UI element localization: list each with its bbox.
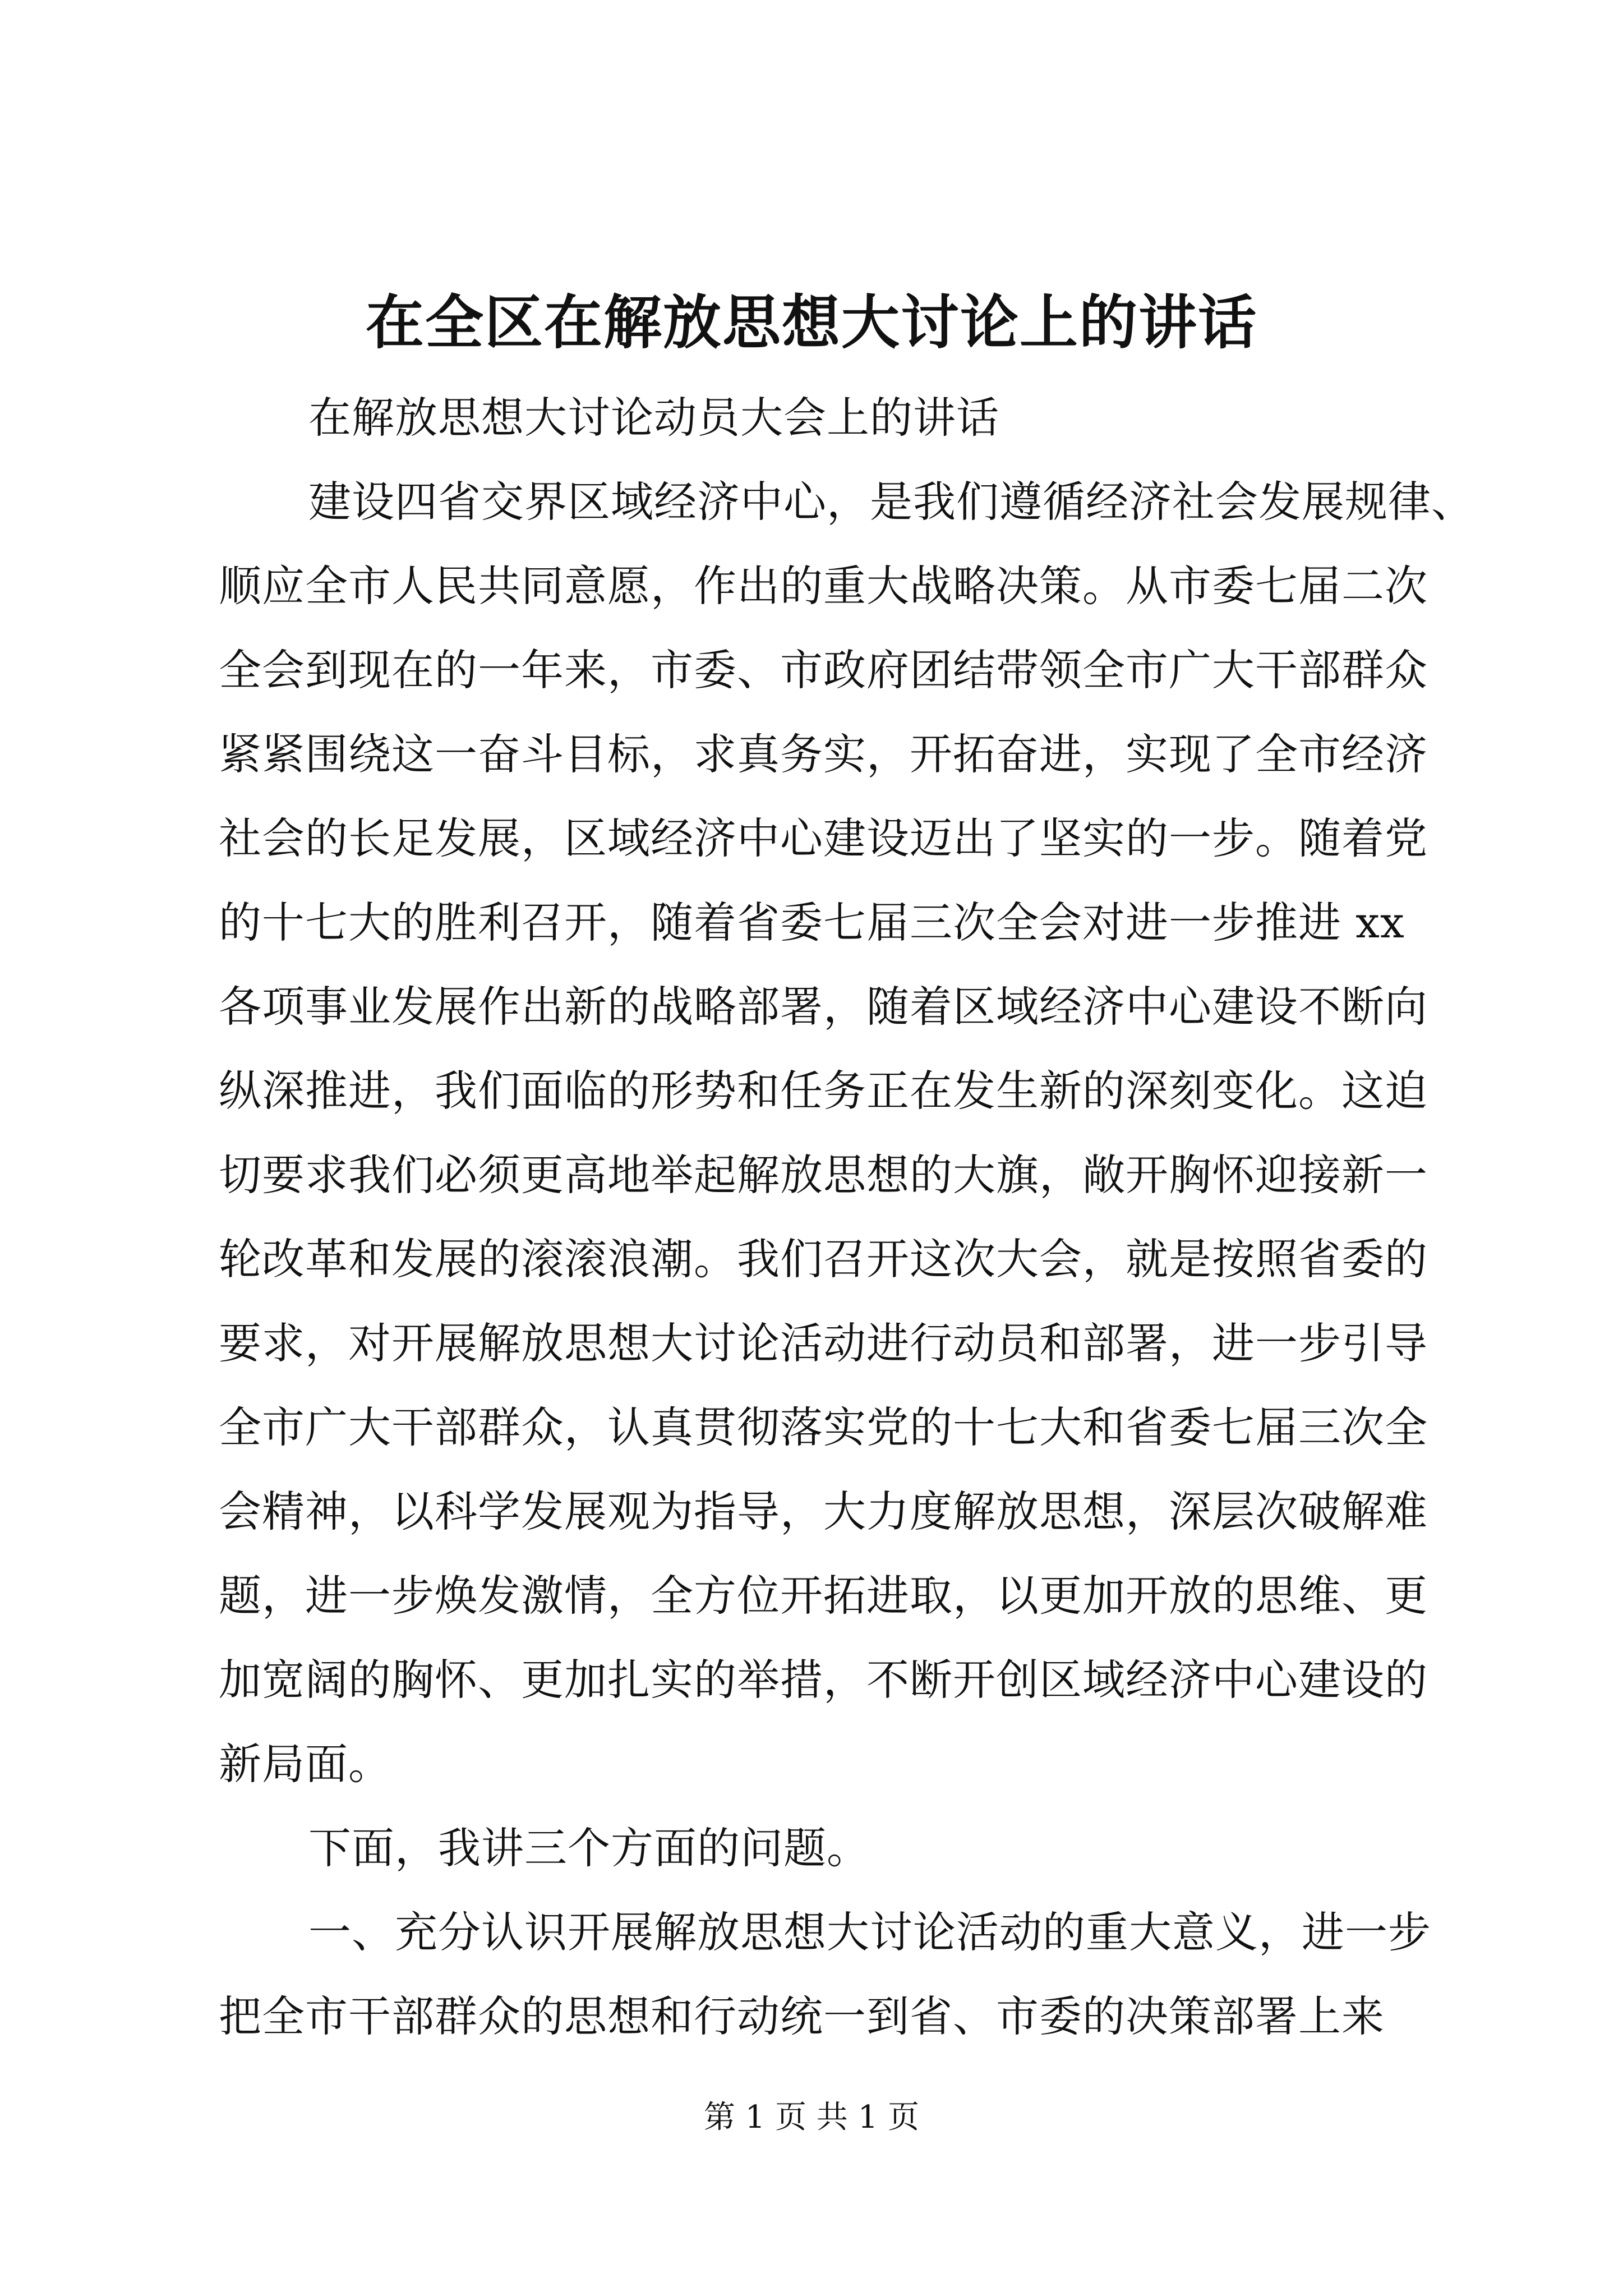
paragraph1-line-8: 纵深推进，我们面临的形势和任务正在发生新的深刻变化。这迫 <box>219 1066 1428 1116</box>
document-title: 在全区在解放思想大讨论上的讲话 <box>365 288 1257 357</box>
paragraph2: 下面，我讲三个方面的问题。 <box>308 1823 870 1873</box>
paragraph1-line-12: 全市广大干部群众，认真贯彻落实党的十七大和省委七届三次全 <box>219 1402 1428 1452</box>
paragraph1-line-1: 建设四省交界区域经济中心，是我们遵循经济社会发展规律、 <box>308 477 1474 527</box>
paragraph1-line-14: 题，进一步焕发激情，全方位开拓进取，以更加开放的思维、更 <box>219 1571 1428 1621</box>
paragraph1-line-16: 新局面。 <box>219 1739 391 1789</box>
paragraph1-line-15: 加宽阔的胸怀、更加扎实的举措，不断开创区域经济中心建设的 <box>219 1655 1428 1705</box>
document-subtitle: 在解放思想大讨论动员大会上的讲话 <box>308 393 999 443</box>
paragraph1-line-2: 顺应全市人民共同意愿，作出的重大战略决策。从市委七届二次 <box>219 561 1428 611</box>
paragraph1-line-13: 会精神，以科学发展观为指导，大力度解放思想，深层次破解难 <box>219 1487 1428 1536</box>
paragraph1-line-10: 轮改革和发展的滚滚浪潮。我们召开这次大会，就是按照省委的 <box>219 1234 1428 1284</box>
paragraph1-line-5: 社会的长足发展，区域经济中心建设迈出了坚实的一步。随着党 <box>219 813 1428 863</box>
paragraph1-line-6: 的十七大的胜利召开，随着省委七届三次全会对进一步推进 xx <box>219 898 1405 947</box>
paragraph1-line-4: 紧紧围绕这一奋斗目标，求真务实，开拓奋进，实现了全市经济 <box>219 729 1428 779</box>
page-footer: 第 1 页 共 1 页 <box>703 2099 920 2136</box>
paragraph3-line-1: 一、充分认识开展解放思想大讨论活动的重大意义，进一步 <box>308 1907 1431 1957</box>
paragraph1-line-3: 全会到现在的一年来，市委、市政府团结带领全市广大干部群众 <box>219 645 1428 695</box>
paragraph1-line-7: 各项事业发展作出新的战略部署，随着区域经济中心建设不断向 <box>219 982 1428 1032</box>
paragraph3-line-2: 把全市干部群众的思想和行动统一到省、市委的决策部署上来 <box>219 1991 1385 2041</box>
paragraph1-line-9: 切要求我们必须更高地举起解放思想的大旗，敞开胸怀迎接新一 <box>219 1150 1428 1200</box>
paragraph1-line-11: 要求，对开展解放思想大讨论活动进行动员和部署，进一步引导 <box>219 1318 1428 1368</box>
